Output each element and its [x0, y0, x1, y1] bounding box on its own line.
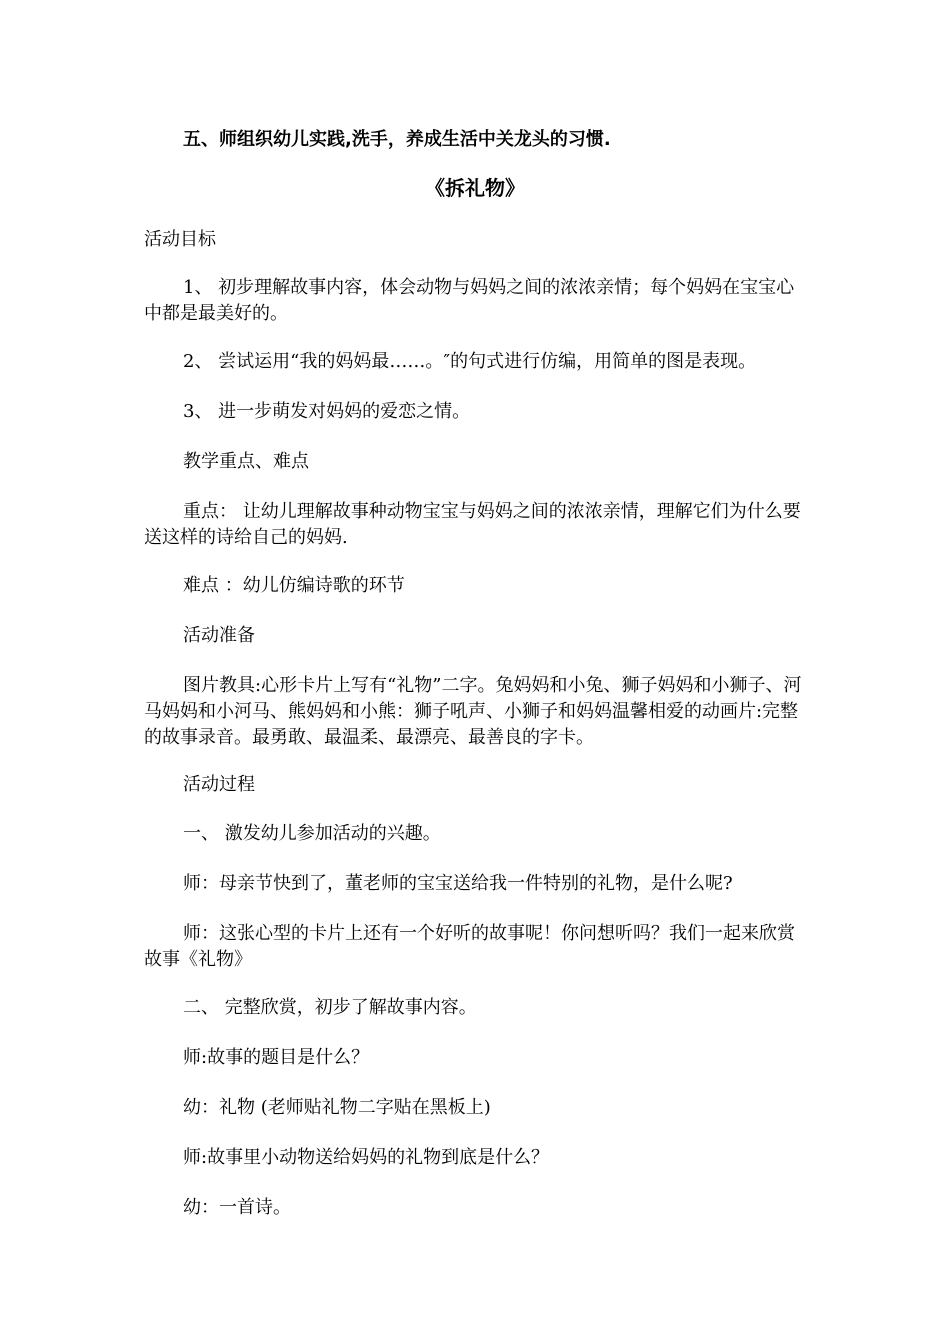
difficulty-text: 难点 ：幼儿仿编诗歌的环节 [183, 575, 405, 596]
heading-key-points: 教学重点、难点 [183, 451, 309, 472]
preparation-text: 图片教具:心形卡片上写有“礼物”二字。兔妈妈和小兔、狮子妈妈和小狮子、河马妈妈和小河马、熊妈妈和小熊：狮子吼声、小狮子和妈妈温馨相爱的动画片:完整的故事录音。最勇敢、最温柔、最漂亮、最善良的字卡。 [144, 675, 802, 748]
heading-activity-goals: 活动目标 [144, 229, 216, 250]
child-line-2: 幼：一首诗。 [183, 1197, 291, 1218]
teacher-line-3: 师:故事的题目是什么？ [183, 1047, 370, 1068]
heading-preparation: 活动准备 [183, 625, 255, 646]
goal-item-1: 1、 初步理解故事内容，体会动物与妈妈之间的浓浓亲情；每个妈妈在宝宝心中都是最美好的。 [144, 277, 795, 324]
goal-item-2: 2、 尝试运用“我的妈妈最……。″的句式进行仿编，用简单的图是表现。 [183, 351, 757, 372]
teacher-line-1: 师：母亲节快到了，董老师的宝宝送给我一件特别的礼物，是什么呢? [183, 873, 733, 894]
section-heading-five: 五、师组织幼儿实践,洗手，养成生活中关龙头的习惯. [183, 129, 611, 150]
key-point-text: 重点： 让幼儿理解故事种动物宝宝与妈妈之间的浓浓亲情，理解它们为什么要送这样的诗给自己的妈妈. [144, 501, 801, 548]
teacher-line-2: 师：这张心型的卡片上还有一个好听的故事呢！你问想听吗？我们一起来欣赏故事《礼物》 [144, 923, 795, 970]
process-step-2: 二、 完整欣赏，初步了解故事内容。 [183, 997, 477, 1018]
process-step-1: 一、 激发幼儿参加活动的兴趣。 [183, 823, 441, 844]
page-title: 《拆礼物》 [425, 176, 525, 200]
child-line-1: 幼：礼物 (老师贴礼物二字贴在黑板上) [183, 1097, 491, 1118]
heading-process: 活动过程 [183, 774, 255, 795]
goal-item-3: 3、 进一步萌发对妈妈的爱恋之情。 [183, 401, 471, 422]
teacher-line-4: 师:故事里小动物送给妈妈的礼物到底是什么？ [183, 1147, 550, 1168]
